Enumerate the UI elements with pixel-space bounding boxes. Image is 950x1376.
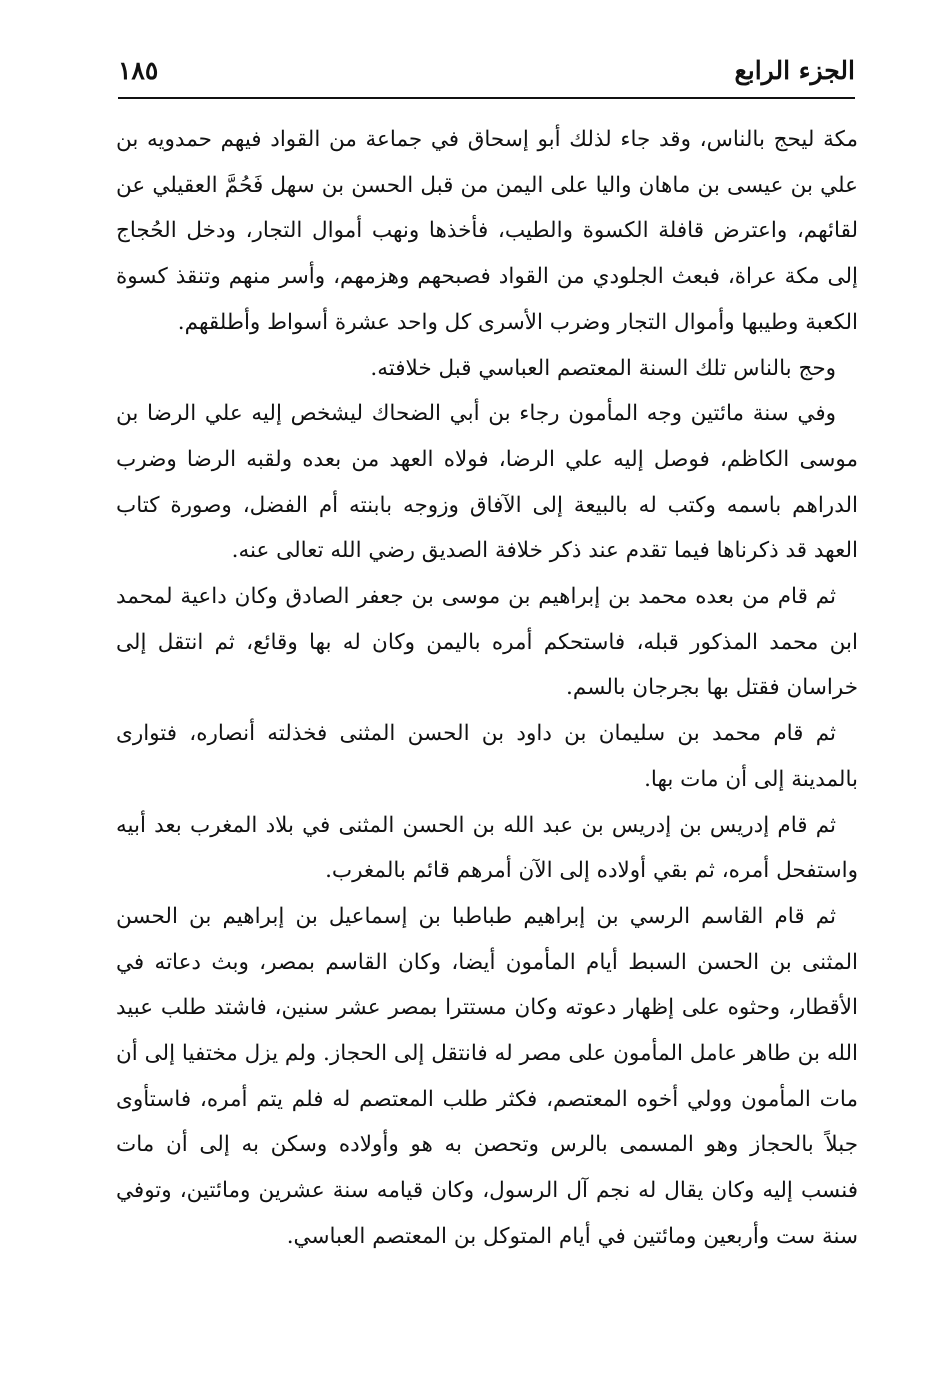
paragraph-6: ثم قام إدريس بن إدريس بن عبد الله بن الحسن المثنى في بلاد المغرب بعد أبيه واستفحل أمره، ثم بقي أولاده إلى الآن أمرهم قائم بالمغرب. [116, 812, 858, 884]
page-number: ١٨٥ [118, 56, 159, 85]
paragraph-3: وفي سنة مائتين وجه المأمون رجاء بن أبي الضحاك ليشخص إليه علي الرضا بن موسى الكاظم، فوصل إليه علي الرضا، فولاه العهد من بعده ولقبه الرضا وضرب الدراهم باسمه وكتب له بالبيعة إلى الآفاق وزوجه بابنته أم الفضل، وصورة كتاب العهد قد ذكرناها فيما تقدم عند ذكر خلافة الصديق رضي الله تعالى عنه. [116, 401, 858, 564]
paragraph-7: ثم قام القاسم الرسي بن إبراهيم طباطبا بن إسماعيل بن إبراهيم بن الحسن المثنى بن الحسن السبط أيام المأمون أيضا، وكان القاسم بمصر، وبث دعاته في الأقطار، وحثوه على إظهار دعوته وكان مستترا بمصر عشر سنين، فاشتد طلب عبيد الله بن طاهر عامل المأمون على مصر له فانتقل إلى الحجاز. ولم يزل مختفيا إلى أن مات المأمون وولي أخوه المعتصم، فكثر طلب المعتصم له فلم يتم أمره، فاستأوى جبلاً بالحجاز وهو المسمى بالرس وتحصن به هو وأولاده وسكن به إلى أن مات فنسب إليه وكان يقال له نجم آل الرسول، وكان قيامه سنة عشرين ومائتين، وتوفي سنة ست وأربعين ومائتين في أيام المتوكل بن المعتصم العباسي. [116, 903, 859, 1249]
body-text [116, 117, 858, 1260]
paragraph-5: ثم قام محمد بن سليمان بن داود بن الحسن المثنى فخذلته أنصاره، فتوارى بالمدينة إلى أن مات بها. [116, 721, 858, 792]
paragraph-2: وحج بالناس تلك السنة المعتصم العباسي قبل خلافته. [370, 355, 836, 381]
page-header [118, 52, 855, 98]
header-divider [118, 97, 855, 99]
running-title: الجزء الرابع [734, 56, 855, 85]
paragraph-4: ثم قام من بعده محمد بن إبراهيم بن موسى بن جعفر الصادق وكان داعية لمحمد ابن محمد المذكور قبله، فاستحكم أمره باليمن وكان له بها وقائع، ثم انتقل إلى خراسان فقتل بها بجرجان بالسم. [116, 584, 858, 701]
paragraph-1: مكة ليحج بالناس، وقد جاء لذلك أبو إسحاق في جماعة من القواد فيهم حمدويه بن علي بن عيسى بن ماهان واليا على اليمن من قبل الحسن بن سهل فَحُمَّ العقيلي عن لقائهم، واعترض قافلة الكسوة والطيب، فأخذها ونهب أموال التجار، ودخل الحُجاج إلى مكة عراة، فبعث الجلودي من القواد فصبحهم وهزمهم، وأسر منهم وتنقذ كسوة الكعبة وطيبها وأموال التجار وضرب الأسرى كل واحد عشرة أسواط وأطلقهم. [116, 127, 858, 335]
